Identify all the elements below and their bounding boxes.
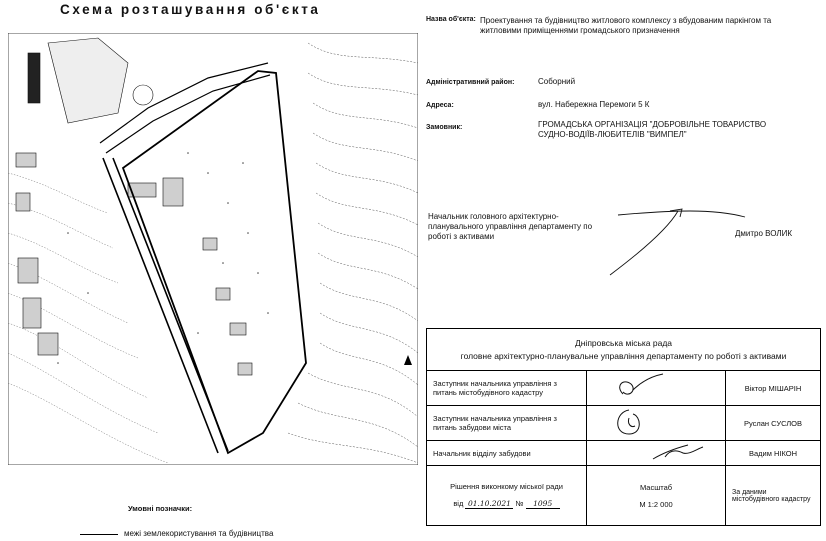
approval-name: Вадим НІКОН bbox=[726, 441, 821, 466]
decision-no-label: № bbox=[515, 499, 524, 508]
district-value: Соборний bbox=[538, 77, 576, 86]
approval-row bbox=[427, 441, 821, 466]
scale-cell bbox=[587, 466, 726, 526]
approval-position: Заступник начальника управління з питань містобудівного кадастру bbox=[427, 371, 587, 406]
decision-cell bbox=[427, 466, 587, 526]
customer-value: ГРОМАДСЬКА ОРГАНІЗАЦІЯ "ДОБРОВІЛЬНЕ ТОВАРИСТВО СУДНО-ВОДІЇВ-ЛЮБИТЕЛІВ "ВИМПЕЛ" bbox=[538, 120, 767, 139]
scale-label: Масштаб bbox=[639, 482, 673, 492]
legend-heading: Умовні позначки: bbox=[128, 504, 193, 513]
district-label: Адміністративний район: bbox=[426, 79, 515, 86]
chief-signature bbox=[600, 205, 750, 280]
decision-date: 01.10.2021 bbox=[465, 499, 513, 509]
signature-nikon bbox=[593, 441, 713, 463]
customer-label: Замовник: bbox=[426, 124, 463, 131]
approval-row bbox=[427, 406, 821, 441]
page-title: Схема розташування об'єкта bbox=[60, 2, 321, 17]
approval-header bbox=[427, 329, 821, 371]
signature-cell bbox=[587, 441, 726, 466]
address-label: Адреса: bbox=[426, 102, 454, 109]
approval-name: Віктор МІШАРІН bbox=[726, 371, 821, 406]
object-name-value: Проектування та будівництво житлового комплексу з вбудованим паркінгом та житловими приміщеннями громадського призначення bbox=[480, 16, 772, 35]
site-map bbox=[8, 33, 418, 465]
decision-label: Рішення виконкому міської ради bbox=[450, 482, 563, 491]
chief-title: Начальник головного архітектурно-планувального управління департаменту по роботі з активами bbox=[428, 212, 593, 241]
signature-cell bbox=[587, 406, 726, 441]
council-name: Дніпровська міська рада bbox=[574, 337, 673, 348]
decision-number: 1095 bbox=[526, 499, 560, 509]
signature-mishrin bbox=[593, 372, 713, 402]
approval-row bbox=[427, 371, 821, 406]
decision-row bbox=[427, 466, 821, 526]
chief-name: Дмитро ВОЛИК bbox=[735, 229, 793, 238]
signature-cell bbox=[587, 371, 726, 406]
legend-boundary-swatch bbox=[80, 534, 118, 535]
object-name-label: Назва об'єкта: bbox=[426, 16, 476, 23]
approval-table bbox=[426, 328, 821, 526]
approval-name: Руслан СУСЛОВ bbox=[726, 406, 821, 441]
decision-from: від bbox=[453, 499, 464, 508]
signature-suslov bbox=[593, 406, 713, 438]
approval-position: Начальник відділу забудови bbox=[427, 441, 587, 466]
map-drawing bbox=[8, 33, 418, 465]
source-note: За даними містобудівного кадастру bbox=[726, 466, 821, 526]
scale-value: М 1:2 000 bbox=[639, 499, 673, 509]
department-name: головне архітектурно-планувальне управління департаменту по роботі з активами bbox=[460, 350, 787, 361]
address-value: вул. Набережна Перемоги 5 К bbox=[538, 100, 650, 109]
legend-boundary-label: межі землекористування та будівництва bbox=[124, 529, 274, 538]
approval-position: Заступник начальника управління з питань забудови міста bbox=[427, 406, 587, 441]
